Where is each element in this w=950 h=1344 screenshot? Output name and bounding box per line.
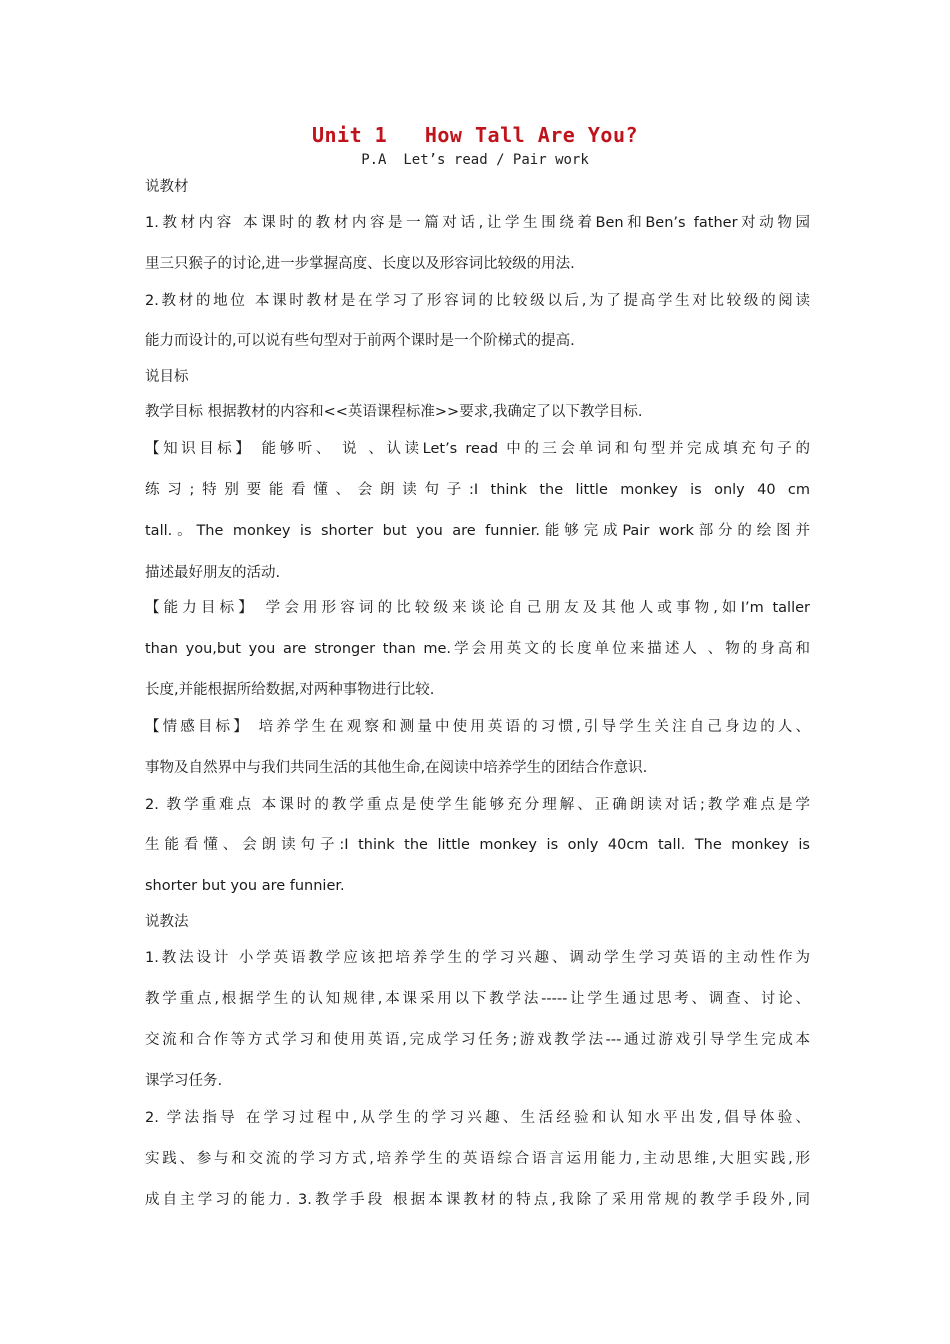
- paragraph-line: 【能力目标】 学会用形容词的比较级来谈论自己朋友及其他人或事物,如I’m taller: [145, 600, 810, 616]
- paragraph-line: 2. 学法指导 在学习过程中,从学生的学习兴趣、生活经验和认知水平出发,倡导体验、: [145, 1110, 810, 1126]
- page-title: Unit 1 How Tall Are You?: [311, 123, 639, 147]
- section-heading: 说教材: [145, 179, 189, 195]
- paragraph-line: 2.教材的地位 本课时教材是在学习了形容词的比较级以后,为了提高学生对比较级的阅读: [145, 293, 810, 309]
- paragraph-line: 练习;特别要能看懂、会朗读句子:I think the little monkey is only 40 cm: [145, 482, 810, 498]
- paragraph-line: 1.教材内容 本课时的教材内容是一篇对话,让学生围绕着Ben和Ben’s father对动物园: [145, 215, 810, 231]
- paragraph-line: 生能看懂、会朗读句子:I think the little monkey is only 40cm tall. The monkey is: [145, 837, 810, 853]
- paragraph-line: 描述最好朋友的活动.: [145, 565, 281, 581]
- paragraph-line: 交流和合作等方式学习和使用英语,完成学习任务;游戏教学法---通过游戏引导学生完成本: [145, 1032, 810, 1048]
- paragraph-line: 实践、参与和交流的学习方式,培养学生的英语综合语言运用能力,主动思维,大胆实践,形: [145, 1151, 810, 1167]
- paragraph-line: 长度,并能根据所给数据,对两种事物进行比较.: [145, 682, 435, 698]
- page-subtitle: P.A Let’s read / Pair work: [361, 152, 589, 168]
- paragraph-line: 里三只猴子的讨论,进一步掌握高度、长度以及形容词比较级的用法.: [145, 256, 575, 272]
- paragraph-line: shorter but you are funnier.: [145, 878, 345, 894]
- section-heading: 说目标: [145, 369, 189, 385]
- paragraph-line: 【知识目标】 能够听、 说 、认读Let’s read 中的三会单词和句型并完成填充句子的: [145, 441, 810, 457]
- paragraph-line: tall.。The monkey is shorter but you are funnier.能够完成Pair work部分的绘图并: [145, 523, 810, 539]
- paragraph-line: 1.教法设计 小学英语教学应该把培养学生的学习兴趣、调动学生学习英语的主动性作为: [145, 950, 810, 966]
- paragraph-line: 2. 教学重难点 本课时的教学重点是使学生能够充分理解、正确朗读对话;教学难点是学: [145, 797, 810, 813]
- paragraph-line: 能力而设计的,可以说有些句型对于前两个课时是一个阶梯式的提高.: [145, 333, 575, 349]
- paragraph-line: than you,but you are stronger than me.学会用英文的长度单位来描述人 、物的身高和: [145, 641, 810, 657]
- paragraph-line: 【情感目标】 培养学生在观察和测量中使用英语的习惯,引导学生关注自己身边的人、: [145, 719, 810, 735]
- paragraph-line: 教学目标 根据教材的内容和<<英语课程标准>>要求,我确定了以下教学目标.: [145, 404, 643, 420]
- section-heading: 说教法: [145, 914, 189, 930]
- paragraph-line: 课学习任务.: [145, 1073, 223, 1089]
- paragraph-line: 教学重点,根据学生的认知规律,本课采用以下教学法-----让学生通过思考、调查、讨论、: [145, 991, 810, 1007]
- paragraph-line: 成自主学习的能力. 3.教学手段 根据本课教材的特点,我除了采用常规的教学手段外,同: [145, 1192, 810, 1208]
- paragraph-line: 事物及自然界中与我们共同生活的其他生命,在阅读中培养学生的团结合作意识.: [145, 760, 648, 776]
